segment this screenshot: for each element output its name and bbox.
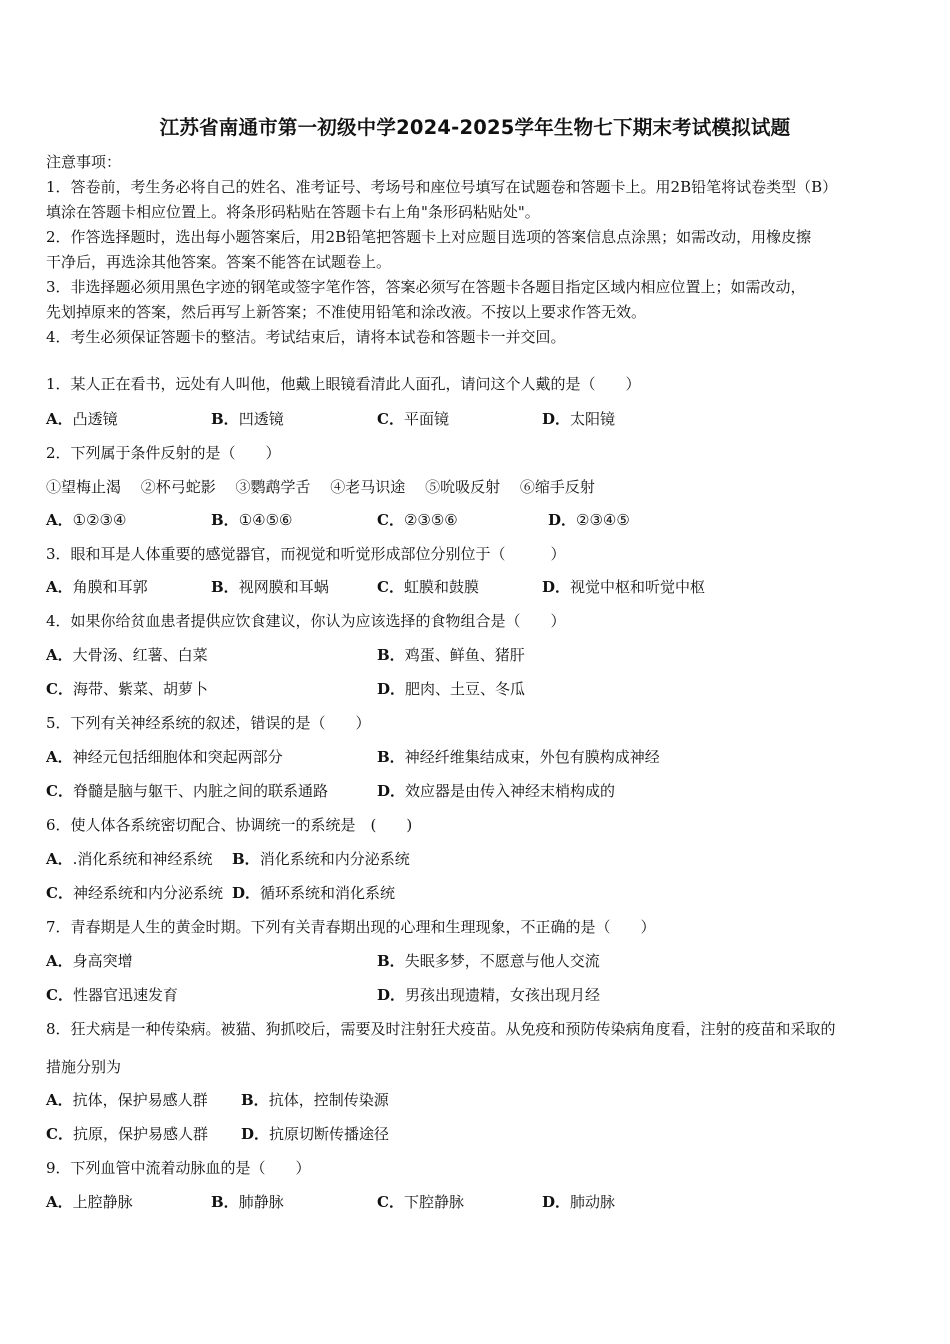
answer-option [211, 577, 329, 597]
option-text: 肥肉、土豆、冬瓜 [405, 680, 526, 698]
option-text: 效应器是由传入神经末梢构成的 [405, 782, 616, 800]
option-text: 抗原，保护易感人群 [72, 1125, 208, 1143]
option-key: D． [542, 1193, 571, 1211]
option-text: 凸透镜 [72, 410, 118, 428]
option-text: 肺动脉 [570, 1193, 616, 1211]
answer-option [46, 409, 118, 429]
answer-option [46, 1090, 208, 1110]
answer-option [46, 747, 283, 767]
notice-line: 干净后，再选涂其他答案。答案不能答在试题卷上。 [46, 253, 392, 271]
option-text: ①④⑤⑥ [238, 511, 293, 529]
option-key: D． [377, 986, 406, 1004]
answer-option [46, 1124, 208, 1144]
notice-line: 先划掉原来的答案，然后再写上新答案；不准使用铅笔和涂改液。不按以上要求作答无效。 [46, 303, 647, 321]
option-key: B． [211, 410, 239, 428]
option-text: 抗体，控制传染源 [268, 1091, 389, 1109]
question-stem: 1．某人正在看书，远处有人叫他，他戴上眼镜看清此人面孔，请问这个人戴的是（ ） [46, 375, 641, 393]
answer-option [377, 747, 660, 767]
answer-option [377, 951, 600, 971]
answer-option [232, 883, 395, 903]
answer-option [46, 985, 178, 1005]
answer-option [548, 510, 630, 530]
option-text: 抗原切断传播途径 [269, 1125, 390, 1143]
option-text: 海带、紫菜、胡萝卜 [72, 680, 208, 698]
answer-option [211, 1192, 284, 1212]
option-key: B． [377, 748, 405, 766]
answer-option [241, 1090, 389, 1110]
option-key: D． [542, 578, 571, 596]
option-key: A． [46, 646, 73, 664]
option-text: 上腔静脉 [72, 1193, 133, 1211]
option-key: C． [46, 986, 73, 1004]
answer-option [542, 409, 615, 429]
option-key: D． [548, 511, 577, 529]
option-key: C． [377, 511, 404, 529]
notice-line: 填涂在答题卡相应位置上。将条形码粘贴在答题卡右上角"条形码粘贴处"。 [46, 203, 540, 221]
notice-line: 3．非选择题必须用黑色字迹的钢笔或签字笔作答，答案必须写在答题卡各题目指定区域内相应位置上；如需改动， [46, 278, 806, 296]
option-key: A． [46, 952, 73, 970]
option-text: 身高突增 [72, 952, 133, 970]
option-key: B． [241, 1091, 269, 1109]
option-key: A． [46, 578, 73, 596]
option-text: 性器官迅速发育 [72, 986, 178, 1004]
option-key: C． [46, 884, 73, 902]
answer-option [377, 510, 458, 530]
option-key: C． [46, 1125, 73, 1143]
option-key: B． [211, 1193, 239, 1211]
option-text: 神经纤维集结成束，外包有膜构成神经 [404, 748, 660, 766]
option-text: 下腔静脉 [403, 1193, 464, 1211]
answer-option [542, 1192, 615, 1212]
option-text: 肺静脉 [238, 1193, 284, 1211]
answer-option [46, 1192, 133, 1212]
question-stem: 2．下列属于条件反射的是（ ） [46, 444, 281, 462]
option-key: B． [232, 850, 260, 868]
option-text: ①②③④ [72, 511, 127, 529]
answer-option [46, 510, 126, 530]
option-text: 脊髓是脑与躯干、内脏之间的联系通路 [72, 782, 328, 800]
option-text: .消化系统和神经系统 [72, 850, 213, 868]
answer-option [377, 985, 600, 1005]
answer-option [46, 645, 208, 665]
option-key: A． [46, 1091, 73, 1109]
answer-option [211, 510, 292, 530]
option-key: C． [377, 578, 404, 596]
answer-option [542, 577, 705, 597]
question-stem: 4．如果你给贫血患者提供应饮食建议，你认为应该选择的食物组合是（ ） [46, 612, 566, 630]
option-key: D． [377, 680, 406, 698]
option-key: D． [232, 884, 261, 902]
question-stem: 6．使人体各系统密切配合、协调统一的系统是 ( ) [46, 816, 413, 834]
option-key: D． [542, 410, 571, 428]
option-text: 鸡蛋、鲜鱼、猪肝 [404, 646, 525, 664]
option-text: 男孩出现遗精，女孩出现月经 [405, 986, 601, 1004]
option-key: A． [46, 748, 73, 766]
option-text: 失眠多梦，不愿意与他人交流 [404, 952, 600, 970]
answer-option [232, 849, 410, 869]
option-key: D． [241, 1125, 270, 1143]
option-key: B． [377, 646, 405, 664]
answer-option [377, 1192, 464, 1212]
answer-option [377, 781, 615, 801]
question-stem: 5．下列有关神经系统的叙述，错误的是（ ） [46, 714, 371, 732]
notice-heading: 注意事项： [46, 153, 122, 171]
question-stem: 8．狂犬病是一种传染病。被猫、狗抓咬后，需要及时注射狂犬疫苗。从免疫和预防传染病角度看，注射的疫苗和采取的 [46, 1020, 836, 1038]
option-text: 消化系统和内分泌系统 [259, 850, 410, 868]
option-text: 神经元包括细胞体和突起两部分 [72, 748, 283, 766]
option-text: 凹透镜 [238, 410, 284, 428]
option-text: 虹膜和鼓膜 [403, 578, 479, 596]
option-text: 角膜和耳郭 [72, 578, 148, 596]
option-text: 抗体，保护易感人群 [72, 1091, 208, 1109]
answer-option [46, 849, 212, 869]
notice-line: 1．答卷前，考生务必将自己的姓名、准考证号、考场号和座位号填写在试题卷和答题卡上。用2B铅笔将试卷类型（B） [46, 178, 838, 196]
option-text: 神经系统和内分泌系统 [72, 884, 223, 902]
option-text: ②③④⑤ [576, 511, 630, 529]
option-text: 太阳镜 [570, 410, 616, 428]
question-stem: 措施分别为 [46, 1058, 122, 1076]
exam-title: 江苏省南通市第一初级中学2024-2025学年生物七下期末考试模拟试题 [159, 116, 791, 139]
option-text: ②③⑤⑥ [403, 511, 458, 529]
option-text: 循环系统和消化系统 [260, 884, 396, 902]
answer-option [46, 781, 328, 801]
notice-line: 2．作答选择题时，选出每小题答案后，用2B铅笔把答题卡上对应题目选项的答案信息点涂黑；如需改动，用橡皮擦 [46, 228, 812, 246]
option-key: D． [377, 782, 406, 800]
option-key: C． [377, 410, 404, 428]
option-key: A． [46, 1193, 73, 1211]
option-key: A． [46, 850, 73, 868]
option-key: A． [46, 410, 73, 428]
option-text: 视网膜和耳蜗 [238, 578, 329, 596]
answer-option [46, 951, 133, 971]
question-stem: 9．下列血管中流着动脉血的是（ ） [46, 1159, 311, 1177]
option-key: C． [46, 680, 73, 698]
option-text: 平面镜 [403, 410, 449, 428]
option-key: A． [46, 511, 73, 529]
answer-option [241, 1124, 389, 1144]
answer-option [377, 409, 449, 429]
option-key: B． [211, 578, 239, 596]
notice-line: 4．考生必须保证答题卡的整洁。考试结束后，请将本试卷和答题卡一并交回。 [46, 328, 566, 346]
option-text: 视觉中枢和听觉中枢 [570, 578, 706, 596]
option-key: C． [377, 1193, 404, 1211]
answer-option [211, 409, 284, 429]
option-text: 大骨汤、红薯、白菜 [72, 646, 208, 664]
question-items: ①望梅止渴 ②杯弓蛇影 ③鹦鹉学舌 ④老马识途 ⑤吮吸反射 ⑥缩手反射 [46, 478, 595, 496]
answer-option [377, 645, 525, 665]
answer-option [46, 679, 208, 699]
answer-option [377, 679, 525, 699]
answer-option [377, 577, 479, 597]
option-key: B． [377, 952, 405, 970]
answer-option [46, 883, 223, 903]
question-stem: 3．眼和耳是人体重要的感觉器官，而视觉和听觉形成部位分别位于（ ） [46, 545, 566, 563]
option-key: C． [46, 782, 73, 800]
option-key: B． [211, 511, 239, 529]
answer-option [46, 577, 148, 597]
question-stem: 7．青春期是人生的黄金时期。下列有关青春期出现的心理和生理现象，不正确的是（ ） [46, 918, 656, 936]
